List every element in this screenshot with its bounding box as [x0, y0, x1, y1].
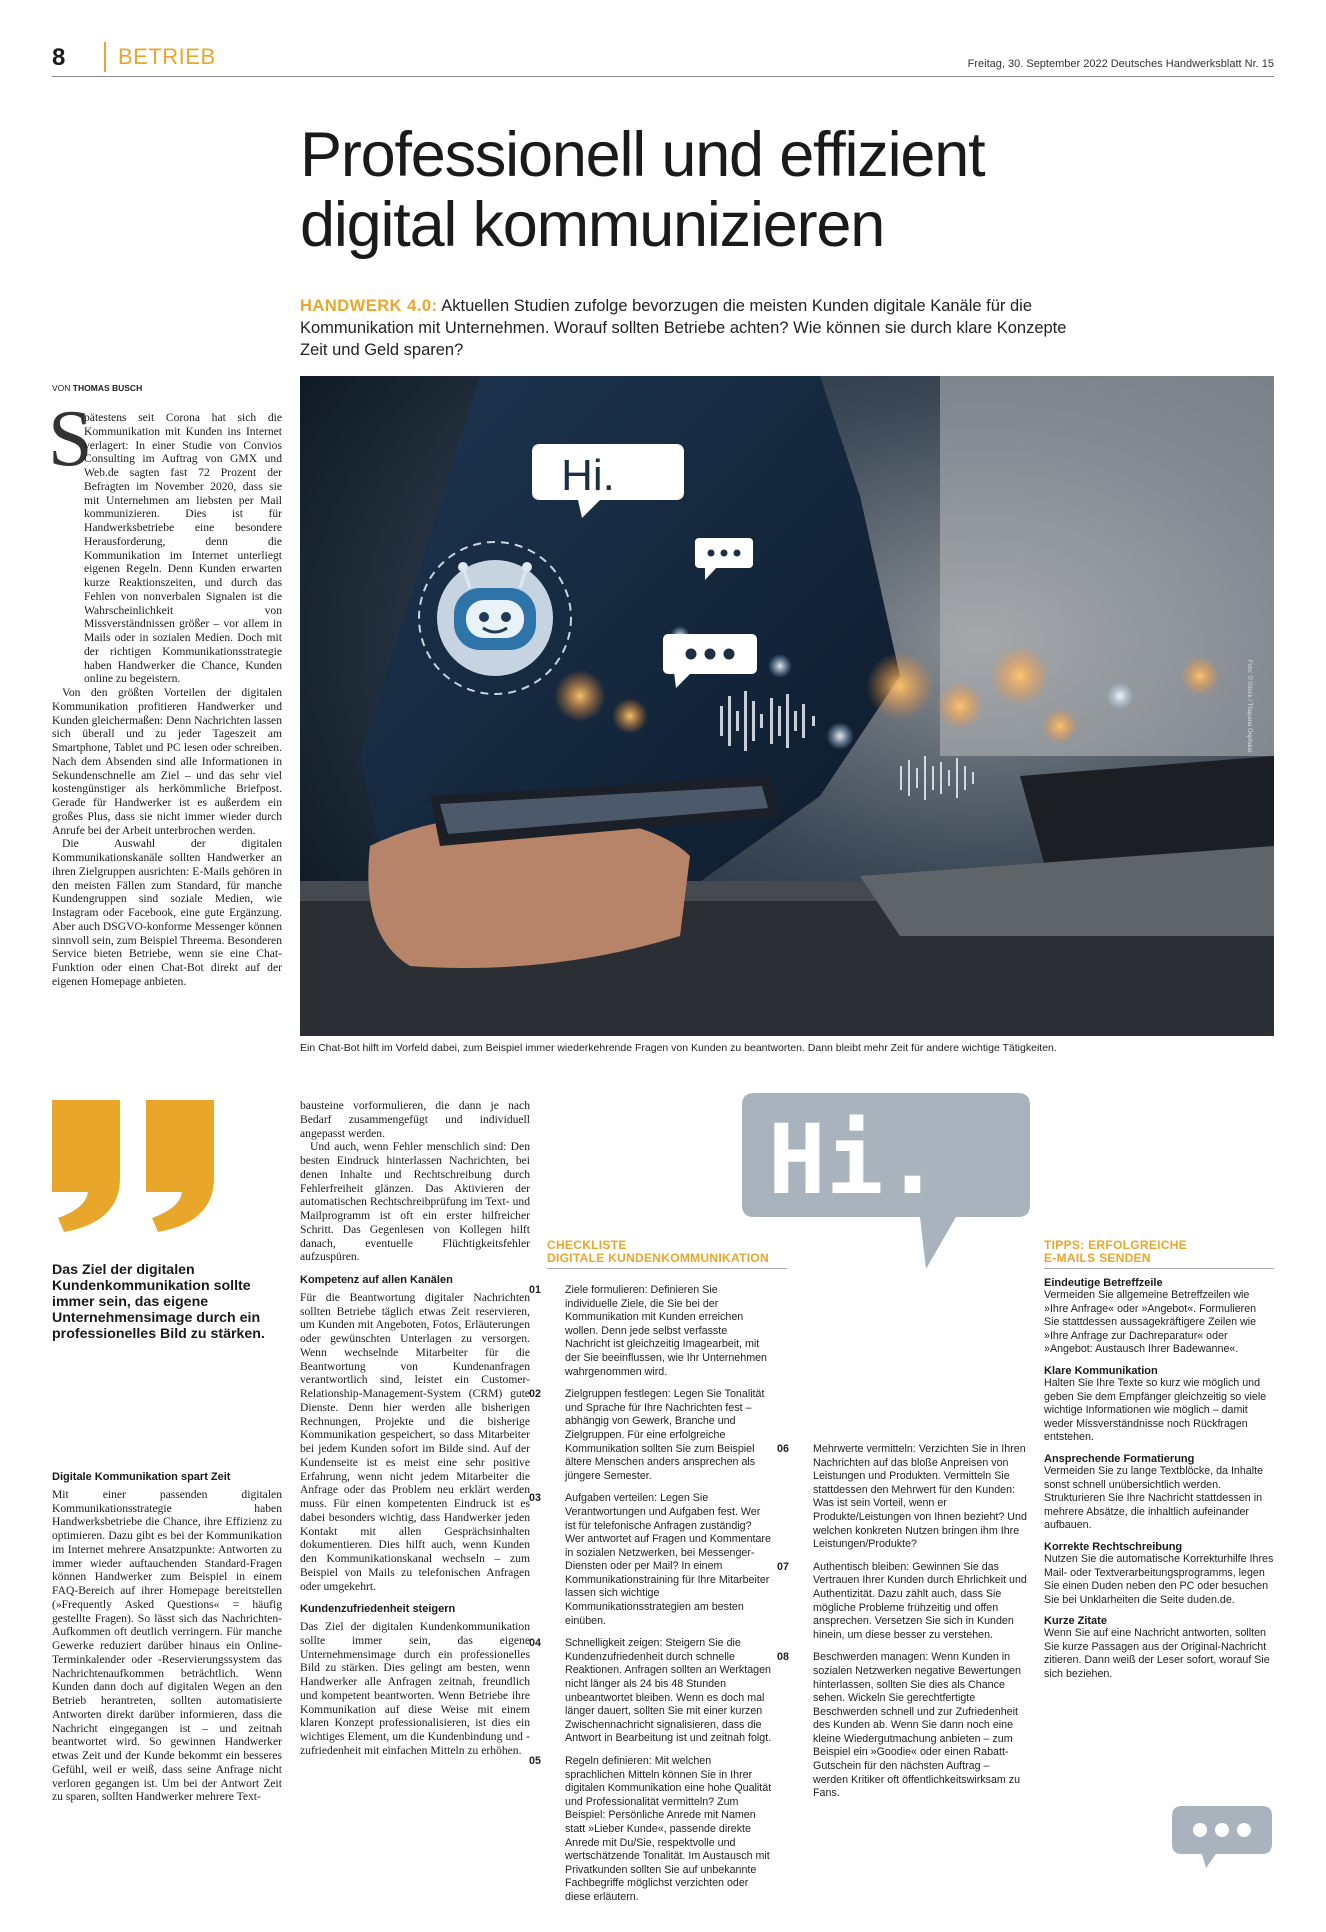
checklist-text: Beschwerden managen: Wenn Kunden in sozialen Netzwerken negative Bewertungen hinterlassen, sollten Sie dies als Chance sehen. Wickeln Sie gerechtfertigte Beschwerden schnell und zur Zufriedenheit des Kunden ab. Wenn Sie dann noch eine kleine Wiedergutmachung anbieten – zum Beispiel ein »Goodie« oder einen Rabatt-Gutschein für den nächsten Auftrag – werden Kritiker oft öffentlichkeitswirksam zu Fans. — [813, 1651, 1021, 1800]
tip-text: Vermeiden Sie zu lange Textblöcke, da Inhalte sonst schnell unübersichtlich werden. Strukturieren Sie Ihre Nachricht stattdessen in mehrere Absätze, die inhaltlich aufeinander aufbauen. — [1044, 1464, 1264, 1532]
checklist-number: 02 — [529, 1388, 541, 1401]
checklist-heading-line-1: CHECKLISTE — [547, 1238, 627, 1252]
byline-author: THOMAS BUSCH — [72, 383, 143, 393]
tips-heading-line-2: E-MAILS SENDEN — [1044, 1251, 1151, 1265]
checklist-item — [777, 1560, 1027, 1643]
header-rule — [52, 76, 1274, 77]
tip-title: Korrekte Rechtschreibung — [1044, 1540, 1183, 1553]
checklist-number: 05 — [529, 1755, 541, 1767]
byline-prefix: VON — [52, 383, 71, 393]
checklist-number: 04 — [529, 1637, 541, 1650]
article-paragraph-1: pätestens seit Corona hat sich die Kommunikation mit Kunden ins Internet verlagert: In einer Studie von Convios Consulting im Auftrag von GMX und Web.de sagten fast 72 Prozent der Befragten im November 2020, dass sie mit Unternehmen am liebsten per Mail kommunizieren. Dies ist für Handwerksbetriebe eine besondere Herausforderung, denn die Kommunikation im Internet unterliegt eigenen Regeln. Denn Kunden erwarten kurze Reaktionszeiten, und durch das Fehlen von nonverbalen Signalen ist die Wahrscheinlichkeit von Missverständnissen größer – vor allem in Mails oder in sozialen Medien. Doch mit der richtigen Kommunikationsstrategie haben Handwerker die Chance, Kunden online zu begeistern. — [84, 411, 282, 686]
checklist-item — [529, 1492, 772, 1628]
article-paragraph-5: bausteine vorformulieren, die dann je nach Bedarf zusammengefügt und individuell angepasst werden. — [300, 1099, 530, 1140]
checklist-text: Mehrwerte vermitteln: Verzichten Sie in Ihren Nachrichten auf das bloße Anpreisen von Leistungen und Produkten. Vermitteln Sie stattdessen den Mehrwert für den Kunden: Was ist sein Vorteil, wenn er Produkte/Leistungen von Ihnen bezieht? Und welchen konkreten Nutzen bringen ihm Ihre Leistungen/Produkte? — [813, 1443, 1027, 1551]
checklist-number: 06 — [777, 1443, 789, 1455]
tip-text: Vermeiden Sie allgemeine Betreffzeilen wie »Ihre Anfrage« oder »Angebot«. Formulieren Sie stattdessen aussagekräftigere Zeilen wie »Ihre Anfrage zur Dachreparatur« oder »Angebot: Austausch Ihrer Badewanne«. — [1044, 1289, 1257, 1356]
article-paragraph-2: Von den größten Vorteilen der digitalen Kommunikation profitieren Handwerker und Kunden gleichermaßen: Denn Nachrichten lassen sich überall und zu jeder Tageszeit am Smartphone, Tablet und PC lesen oder schreiben. Nach dem Absenden sind alle Informationen in Sekundenschnelle am Ziel – und das sehr viel kostengünstiger als herkömmliche Briefpost. Gerade für Handwerker ist es außerdem ein großes Plus, dass sie nicht immer wieder durch Anrufe bei der Arbeit unterbrochen werden. — [52, 686, 282, 837]
quote-marks-icon — [50, 1100, 220, 1238]
page-number: 8 — [52, 44, 66, 71]
tip-text: Wenn Sie auf eine Nachricht antworten, sollten Sie kurze Passagen aus der Original-Nachricht zitieren. Dann weiß der Leser sofort, worauf Sie sich beziehen. — [1044, 1627, 1270, 1681]
issue-date-line: Freitag, 30. September 2022 Deutsches Handwerksblatt Nr. 15 — [967, 58, 1274, 70]
tip-title: Kurze Zitate — [1044, 1615, 1107, 1628]
article-paragraph-3: Die Auswahl der digitalen Kommunikationskanäle sollten Handwerker an ihren Zielgruppen ausrichten: E-Mails gehören in den meisten Fällen zum Standard, für manche Kundengruppen sind soziale Medien, wie Instagram oder Facebook, eine gute Ergänzung. Aber auch DSGVO-konforme Messenger können sinnvoll sein, zum Beispiel Threema. Besonderen Service bieten Betriebe, wenn sie eine Chat-Funktion oder einen Chat-Bot direkt auf der eigenen Homepage anbieten. — [52, 837, 283, 988]
checklist-number: 01 — [529, 1284, 541, 1296]
subheading-time: Digitale Kommunikation spart Zeit — [52, 1471, 231, 1483]
tips-rule — [1044, 1268, 1274, 1269]
article-column-2 — [300, 1099, 530, 1758]
tip-title: Klare Kommunikation — [1044, 1364, 1158, 1377]
tips-heading — [1044, 1239, 1187, 1265]
checklist-item — [529, 1388, 772, 1483]
lead-paragraph — [300, 295, 1080, 361]
hi-speech-bubble-icon — [742, 1093, 1030, 1271]
checklist-text: Ziele formulieren: Definieren Sie individuelle Ziele, die Sie bei der Kommunikation mit Kunden erreichen wollen. Denn jede selbst verfasste Nachricht ist gleichzeitig Imagearbeit, mit der Sie beeinflussen, wie Ihr Unternehmen wahrgenommen wird. — [565, 1284, 767, 1378]
checklist-text: Aufgaben verteilen: Legen Sie Verantwortungen und Aufgaben fest. Wer ist für telefonische Anfragen zuständig? Wer antwortet auf Fragen und Kommentare in sozialen Netzwerken, bei Messenger-Diensten oder per Mail? In einem Kommunikationstraining für Ihre Mitarbeiter lassen sich wichtige Kommunikationsstrategien am besten einüben. — [565, 1492, 771, 1627]
typing-bubble-icon — [1172, 1806, 1272, 1868]
headline-line-1: Professionell und effizient — [300, 120, 985, 190]
checklist-text: Schnelligkeit zeigen: Steigern Sie die Kundenzufriedenheit durch schnelle Reaktionen. Anfragen sollten an Werktagen nicht länger als 24 bis 48 Stunden unbeantwortet bleiben. Wenn es doch mal länger dauert, sollten Sie mit einer kurzen Zwischennachricht signalisieren, dass die Antwort in Bearbeitung ist und zeitnah folgt. — [565, 1637, 772, 1745]
checklist-number: 08 — [777, 1651, 789, 1664]
article-column-1 — [52, 411, 282, 989]
tips-box — [1044, 1277, 1274, 1682]
checklist-column-right-items — [777, 1284, 1027, 1810]
pull-quote: Das Ziel der digitalen Kundenkommunikation sollte immer sein, das eigene Unternehmensimage durch ein professionelles Bild zu stärken. — [52, 1262, 265, 1342]
article-column-1-lower — [52, 1463, 282, 1804]
hi-bubble-text: Hi. — [561, 451, 615, 500]
lead-kicker: HANDWERK 4.0: — [300, 297, 438, 315]
byline — [52, 383, 142, 393]
hi-graphic-text: Hi. — [768, 1104, 942, 1216]
chatbot-photo-illustration — [300, 376, 1274, 1036]
tip-text: Halten Sie Ihre Texte so kurz wie möglich und geben Sie dem Empfänger gleichzeitig so viele wichtige Informationen wie möglich – damit weder Missverständnisse noch Rückfragen entstehen. — [1044, 1376, 1267, 1444]
checklist-text: Authentisch bleiben: Gewinnen Sie das Vertrauen Ihrer Kunden durch Ehrlichkeit und Authentizität. Dazu zählt auch, dass Sie mögliche Probleme frühzeitig und offen ansprechen. Versetzen Sie sich in Kunden hinein, um diese besser zu verstehen. — [813, 1560, 1027, 1641]
lead-text: Aktuellen Studien zufolge bevorzugen die meisten Kunden digitale Kanäle für die Kommunikation mit Unternehmen. Worauf sollten Betriebe achten? Wie können sie durch klare Konzepte Zeit und Geld sparen? — [300, 297, 1067, 359]
header-divider — [104, 42, 106, 72]
checklist-item — [529, 1637, 772, 1746]
checklist-item — [777, 1651, 1027, 1801]
article-photo — [300, 376, 1274, 1036]
checklist-item — [529, 1755, 772, 1905]
drop-cap: S — [48, 395, 93, 483]
checklist-text: Zielgruppen festlegen: Legen Sie Tonalität und Sprache für Ihre Nachrichten fest – abhängig von Gewerk, Branche und Zielgruppen. Für eine erfolgreiche Kommunikation sollten Sie zum Beispiel ältere Menschen anders ansprechen als jüngere Semester. — [565, 1388, 765, 1482]
headline — [300, 120, 1200, 260]
tips-heading-line-1: TIPPS: ERFOLGREICHE — [1044, 1238, 1188, 1252]
checklist-item — [777, 1443, 1027, 1552]
article-paragraph-6: Und auch, wenn Fehler menschlich sind: Den besten Eindruck hinterlassen Nachrichten, bei denen Inhalte und Rechtschreibung durch Fehlerfreiheit glänzen. Das Aktivieren der automatischen Rechtschreibprüfung im Text- und Mailprogramm ist oft ein erster hilfreicher Schritt. Das Gegenlesen von Kollegen hilft danach, eventuelle Flüchtigkeitsfehler aufzuspüren. — [300, 1140, 530, 1264]
checklist-item — [529, 1284, 772, 1379]
article-paragraph-4: Mit einer passenden digitalen Kommunikationsstrategie haben Handwerksbetriebe die Chance, ihre Effizienz zu optimieren. Dazu gibt es bei der Kommunikation im Internet mehrere Ansatzpunkte: Antworten zu immer wieder auftauchenden Standard-Fragen können Handwerker zum Beispiel in einem FAQ-Bereich auf ihrer Homepage bereitstellen (»Frequently Asked Questions« = häufig gestellte Fragen). So lässt sich das Nachrichten-Aufkommen oft deutlich verringern. Für manche Gewerke reduziert darüber hinaus ein Online-Terminkalender oder -Reservierungssystem das Nachrichtenaufkommen beträchtlich. Wenn Kunden dann doch auf digitalen Wegen an den Betrieb herantreten, sollten automatisierte Antworten direkt darüber informieren, dass die Nachricht eingegangen ist – und zeitnah beantwortet wird. So gewinnen Handwerker etwas Zeit und der Kunde bekommt ein besseres Gefühl, weil er weiß, dass seine Anfrage nicht verloren gegangen ist. Um bei der Antwort Zeit zu sparen, sollten Handwerker mehrere Text- — [52, 1487, 282, 1804]
checklist-heading — [547, 1239, 769, 1265]
checklist-number: 07 — [777, 1560, 789, 1573]
article-paragraph-8: Das Ziel der digitalen Kundenkommunikation sollte immer sein, das eigene Unternehmensimage durch ein professionelles Bild zu stärken. Dies gelingt am besten, wenn Handwerker alle Anfragen zeitnah, freundlich und kompetent beantworten. Wenn Betriebe ihre Kommunikation auf diese Weise mit einem klaren Konzept professionalisieren, ist dies ein wichtiges Element, um die Kundenbindung und -zufriedenheit mit einfachen Mitteln zu erhöhen. — [300, 1620, 530, 1757]
tip-title: Ansprechende Formatierung — [1044, 1452, 1195, 1465]
subheading-competence: Kompetenz auf allen Kanälen — [300, 1274, 453, 1286]
checklist-rule — [547, 1268, 787, 1269]
checklist-heading-line-2: DIGITALE KUNDENKOMMUNIKATION — [547, 1251, 769, 1265]
subheading-satisfaction: Kundenzufriedenheit steigern — [300, 1603, 456, 1616]
photo-caption: Ein Chat-Bot hilft im Vorfeld dabei, zum Beispiel immer wiederkehrende Fragen von Kunden zu beantworten. Dann bleibt mehr Zeit für andere wichtige Tätigkeiten. — [300, 1042, 1057, 1054]
tip-text: Nutzen Sie die automatische Korrekturhilfe Ihres Mail- oder Textverarbeitungsprogramms, legen Sie einen Duden neben den PC oder besuchen Sie bei Unklarheiten die Seite duden.de. — [1044, 1552, 1274, 1606]
article-paragraph-7: Für die Beantwortung digitaler Nachrichten sollten Betriebe täglich etwas Zeit reservieren, um Kunden mit Angeboten, Fotos, Erläuterungen oder gewünschten Unterlagen zu versorgen. Wenn wechselnde Mitarbeiter für die Beantwortung von Kundenanfragen verantwortlich sind, leistet ein Customer-Relationship-Management-System (CRM) gute Dienste. Denn hier werden alle bisherigen Rechnungen, Projekte und die bisherige Kommunikation gespeichert, so dass Mitarbeiter bei jedem Kunden sofort im Bilde sind. Auf der Kundenseite ist es meist eine sehr positive Erfahrung, wenn nicht jedem Mitarbeiter die Anfrage oder das Problem neu erklärt werden muss. Für einen kompetenten Eindruck ist es dabei besonders wichtig, dass Handwerker jeden Kontakt mit allen Gesprächsinhalten dokumentieren. Dies hilft auch, wenn Kunden den Kommunikationskanal wechseln – zum Beispiel von Mails zu telefonischen Anfragen oder umgekehrt. — [300, 1290, 530, 1593]
checklist-text: Regeln definieren: Mit welchen sprachlichen Mitteln können Sie in Ihrer digitalen Kommunikation eine hohe Qualität und Professionalität vermitteln? Zum Beispiel: Persönliche Anrede mit Namen statt »Lieber Kunde«, passende direkte Anrede mit Du/Sie, respektvolle und wertschätzende Tonalität. Im Austausch mit Privatkunden sollten Sie auf unbekannte Fachbegriffe möglichst verzichten oder diese erläutern. — [565, 1755, 772, 1903]
checklist-number: 03 — [529, 1492, 541, 1505]
photo-credit: Foto: © iStock / Thapana Onphalai — [1246, 660, 1252, 753]
headline-line-2: digital kommunizieren — [300, 190, 885, 260]
checklist-column-left — [529, 1284, 772, 1914]
section-label: BETRIEB — [118, 44, 216, 69]
tip-title: Eindeutige Betreffzeile — [1044, 1277, 1163, 1289]
